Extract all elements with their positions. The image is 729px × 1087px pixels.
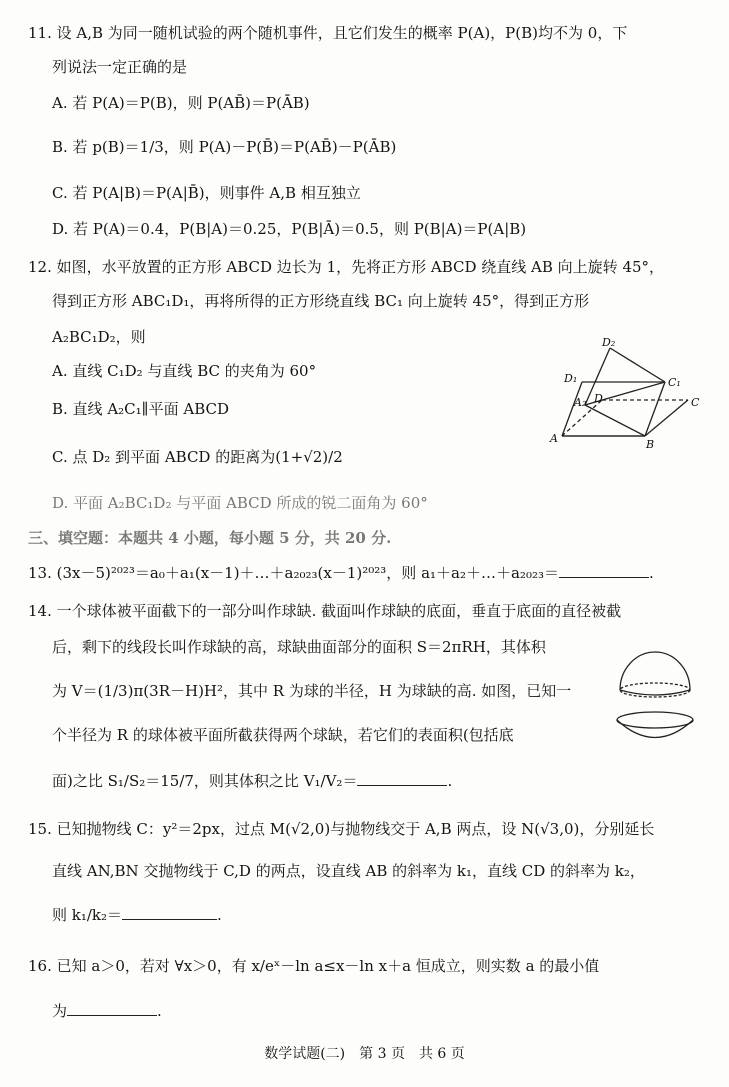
q13-line: 13. (3x－5)²⁰²³＝a₀＋a₁(x－1)＋…＋a₂₀₂₃(x－1)²⁰²³，则 a₁＋a₂＋…＋a₂₀₂₃＝ . (28, 564, 654, 582)
label-C1: C₁ (668, 376, 681, 389)
q14-line4: 个半径为 R 的球体被平面所截获得两个球缺，若它们的表面积(包括底 (52, 726, 514, 744)
q14-line5: 面)之比 S₁/S₂＝15/7，则其体积之比 V₁/V₂＝ . (52, 772, 453, 790)
q14-line2: 后，剩下的线段长叫作球缺的高，球缺曲面部分的面积 S＝2πRH，其体积 (52, 638, 546, 656)
q14-line3: 为 V＝(1/3)π(3R－H)H²，其中 R 为球的半径，H 为球缺的高. 如图，已知一 (52, 682, 572, 700)
q16-line2: 为 . (52, 1002, 162, 1020)
q14-answer-blank[interactable] (357, 771, 447, 786)
section-heading-fill-blank: 三、填空题：本题共 4 小题，每小题 5 分，共 20 分. (28, 529, 392, 547)
label-B: B (646, 438, 655, 451)
label-D2: D₂ (602, 336, 616, 349)
q11-stem-line2: 列说法一定正确的是 (52, 58, 188, 76)
q12-stem-line1: 12. 如图，水平放置的正方形 ABCD 边长为 1，先将正方形 ABCD 绕直线 AB 向上旋转 45°， (28, 258, 665, 276)
q16-answer-blank[interactable] (67, 1001, 157, 1016)
q12-option-b: B. 直线 A₂C₁∥平面 ABCD (52, 400, 229, 418)
q15-line3: 则 k₁/k₂＝ . (52, 906, 222, 924)
q12-option-c: C. 点 D₂ 到平面 ABCD 的距离为(1+√2)/2 (52, 448, 343, 466)
q15-line1: 15. 已知抛物线 C：y²＝2px，过点 M(√2,0)与抛物线交于 A,B 两点，设 N(√3,0)，分别延长 (28, 820, 655, 838)
q13-text: 13. (3x－5)²⁰²³＝a₀＋a₁(x－1)＋…＋a₂₀₂₃(x－1)²⁰²³，则 a₁＋a₂＋…＋a₂₀₂₃＝ (28, 564, 559, 582)
sphere-cap-figure (610, 630, 700, 750)
q12-stem-line3: A₂BC₁D₂，则 (52, 328, 146, 346)
label-A2: A₂ (574, 396, 587, 409)
q15-line3-text: 则 k₁/k₂＝ (52, 906, 123, 924)
label-D1: D₁ (564, 372, 578, 385)
q11-stem-line1: 11. 设 A,B 为同一随机试验的两个随机事件，且它们发生的概率 P(A)，P(B)均不为 0，下 (28, 24, 628, 42)
q15-answer-blank[interactable] (122, 905, 217, 920)
q11-option-a: A. 若 P(A)＝P(B)，则 P(AB̄)＝P(ĀB) (52, 94, 310, 112)
label-D: D (594, 392, 603, 405)
q11-option-d: D. 若 P(A)＝0.4，P(B|A)＝0.25，P(B|Ā)＝0.5，则 P(B|A)＝P(A|B) (52, 220, 527, 238)
q14-line1: 14. 一个球体被平面截下的一部分叫作球缺. 截面叫作球缺的底面，垂直于底面的直径被截 (28, 602, 622, 620)
q16-line1: 16. 已知 a＞0，若对 ∀x＞0，有 x/eˣ－ln a≤x－ln x＋a 恒成立，则实数 a 的最小值 (28, 957, 600, 975)
q13-answer-blank[interactable] (559, 563, 649, 578)
page-footer: 数学试题(二) 第 3 页 共 6 页 (264, 1046, 465, 1062)
q12-stem-line2: 得到正方形 ABC₁D₁，再将所得的正方形绕直线 BC₁ 向上旋转 45°，得到正方形 (52, 292, 590, 310)
q11-option-c: C. 若 P(A|B)＝P(A|B̄)，则事件 A,B 相互独立 (52, 184, 361, 202)
rotated-square-figure (540, 330, 700, 455)
q15-line2: 直线 AN,BN 交抛物线于 C,D 的两点，设直线 AB 的斜率为 k₁，直线 CD 的斜率为 k₂， (52, 862, 645, 880)
q11-option-b: B. 若 p(B)＝1/3，则 P(A)－P(B̄)＝P(AB̄)－P(ĀB) (52, 138, 397, 156)
q16-line2-text: 为 (52, 1002, 68, 1020)
label-A: A (550, 432, 558, 445)
label-C: C (691, 396, 700, 409)
q14-line5-text: 面)之比 S₁/S₂＝15/7，则其体积之比 V₁/V₂＝ (52, 772, 358, 790)
q12-option-d: D. 平面 A₂BC₁D₂ 与平面 ABCD 所成的锐二面角为 60° (52, 494, 428, 512)
q12-option-a: A. 直线 C₁D₂ 与直线 BC 的夹角为 60° (52, 362, 317, 380)
